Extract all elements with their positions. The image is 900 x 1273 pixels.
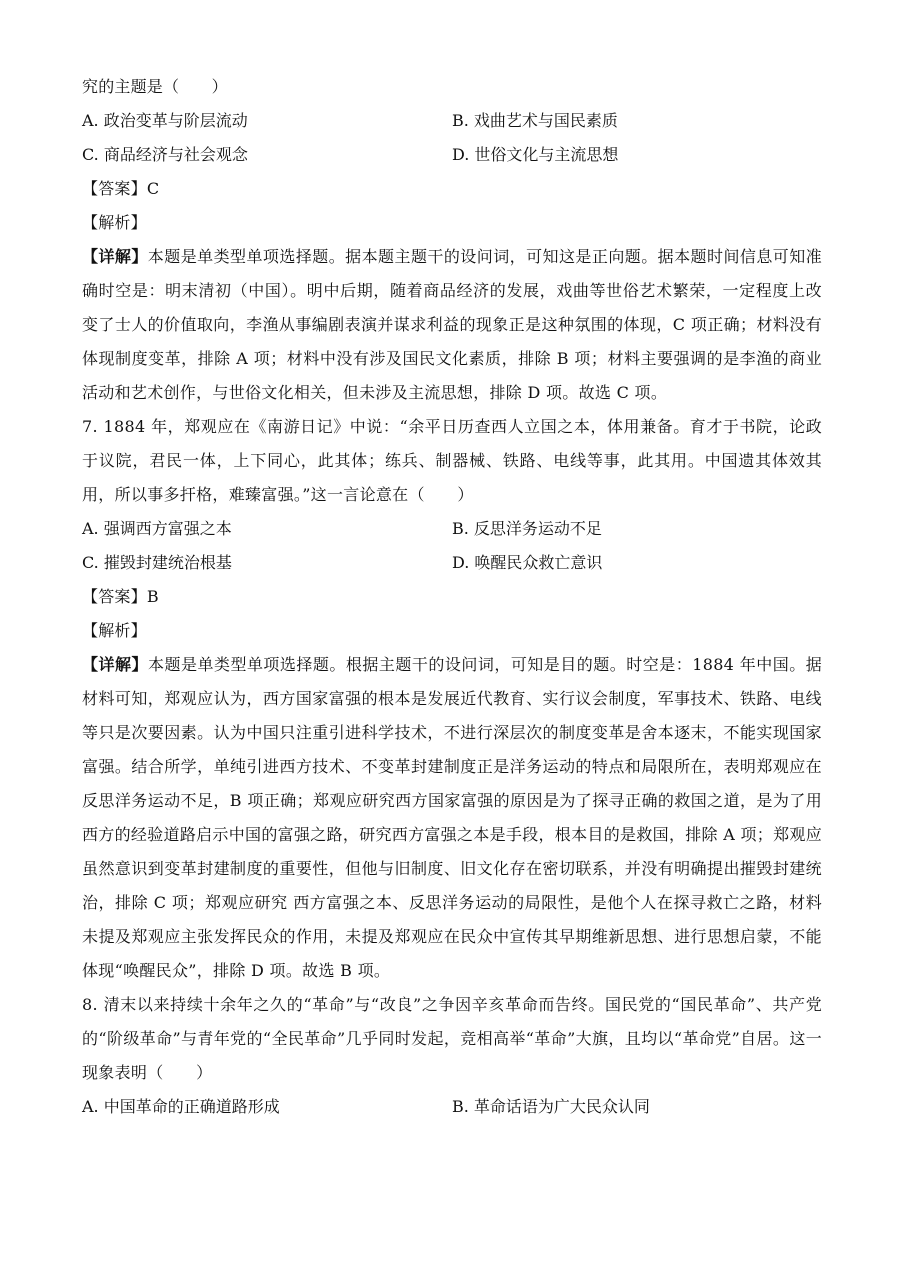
- q6-options-row-2: [82, 138, 822, 172]
- q7-analysis-label: 【解析】: [82, 621, 147, 640]
- q7-detail-label: 【详解】: [82, 655, 148, 674]
- q7-detail-text: 本题是单类型单项选择题。根据主题干的设问词，可知是目的题。时空是：1884 年中国。据材料可知，郑观应认为，西方国家富强的根本是发展近代教育、实行议会制度，军事技术、铁路、电线等只是次要因素。认为中国只注重引进科学技术，不进行深层次的制度变革是舍本逐末，不能实现国家富强。结合所学，单纯引进西方技术、不变革封建制度正是洋务运动的特点和局限所在，表明郑观应在反思洋务运动不足，B 项正确；郑观应研究西方国家富强的原因是为了探寻正确的救国之道，是为了用西方的经验道路启示中国的富强之路，研究西方富强之本是手段，根本目的是救国，排除 A 项；郑观应虽然意识到变革封建制度的重要性，但他与旧制度、旧文化存在密切联系，并没有明确提出摧毁封建统治，排除 C 项；郑观应研究 西方富强之本、反思洋务运动的局限性，是他个人在探寻救亡之路，材料未提及郑观应主张发挥民众的作用，未提及郑观应在民众中宣传其早期维新思想、进行思想启蒙，不能体现“唤醒民众”，排除 D 项。故选 B 项。: [82, 655, 822, 980]
- q7-answer-value: B: [146, 587, 159, 606]
- q7-stem: 7. 1884 年，郑观应在《南游日记》中说：“余平日历查西人立国之本，体用兼备。育才于书院，论政于议院，君民一体，上下同心，此其体；练兵、制器械、铁路、电线等事，此其用。中国遗其体效其用，所以事多扞格，难臻富强。”这一言论意在（ ）: [82, 417, 822, 504]
- q7-options-row-2: [82, 546, 822, 580]
- q8-option-b: B. 革命话语为广大民众认同: [452, 1097, 650, 1116]
- q7-detail: [82, 648, 822, 988]
- q6-option-a: A. 政治变革与阶层流动: [82, 111, 248, 130]
- q7-option-b: B. 反思洋务运动不足: [452, 519, 602, 538]
- q6-stem-end: 究的主题是（ ）: [82, 77, 228, 96]
- q7-options-row-1: [82, 512, 822, 546]
- q7-option-a: A. 强调西方富强之本: [82, 519, 232, 538]
- q7-option-d: D. 唤醒民众救亡意识: [452, 553, 603, 572]
- q8-options-row-1: [82, 1090, 822, 1124]
- q6-option-d: D. 世俗文化与主流思想: [452, 145, 619, 164]
- q6-detail: [82, 240, 822, 410]
- q6-options-row-1: [82, 104, 822, 138]
- q6-answer: [82, 172, 822, 206]
- exam-page: [82, 70, 822, 1124]
- q7-answer-label: 【答案】: [82, 587, 147, 606]
- q7-option-c: C. 摧毁封建统治根基: [82, 553, 232, 572]
- q6-option-b: B. 戏曲艺术与国民素质: [452, 111, 618, 130]
- q8-stem: 8. 清末以来持续十余年之久的“革命”与“改良”之争因辛亥革命而告终。国民党的“国民革命”、共产党的“阶级革命”与青年党的“全民革命”几乎同时发起，竞相高举“革命”大旗，且均以“革命党”自居。这一现象表明（ ）: [82, 995, 822, 1082]
- q6-answer-value: C: [146, 179, 160, 198]
- q6-analysis-label: 【解析】: [82, 213, 147, 232]
- q6-detail-text: 本题是单类型单项选择题。据本题主题干的设问词，可知这是正向题。据本题时间信息可知准确时空是：明末清初（中国）。明中后期，随着商品经济的发展，戏曲等世俗艺术繁荣，一定程度上改变了士人的价值取向，李渔从事编剧表演并谋求利益的现象正是这种氛围的体现，C 项正确；材料没有体现制度变革，排除 A 项；材料中没有涉及国民文化素质，排除 B 项；材料主要强调的是李渔的商业活动和艺术创作，与世俗文化相关，但未涉及主流思想，排除 D 项。故选 C 项。: [82, 247, 822, 402]
- q6-option-c: C. 商品经济与社会观念: [82, 145, 248, 164]
- q7-answer: [82, 580, 822, 614]
- q6-answer-label: 【答案】: [82, 179, 147, 198]
- q8-option-a: A. 中国革命的正确道路形成: [82, 1097, 280, 1116]
- q6-detail-label: 【详解】: [82, 247, 148, 266]
